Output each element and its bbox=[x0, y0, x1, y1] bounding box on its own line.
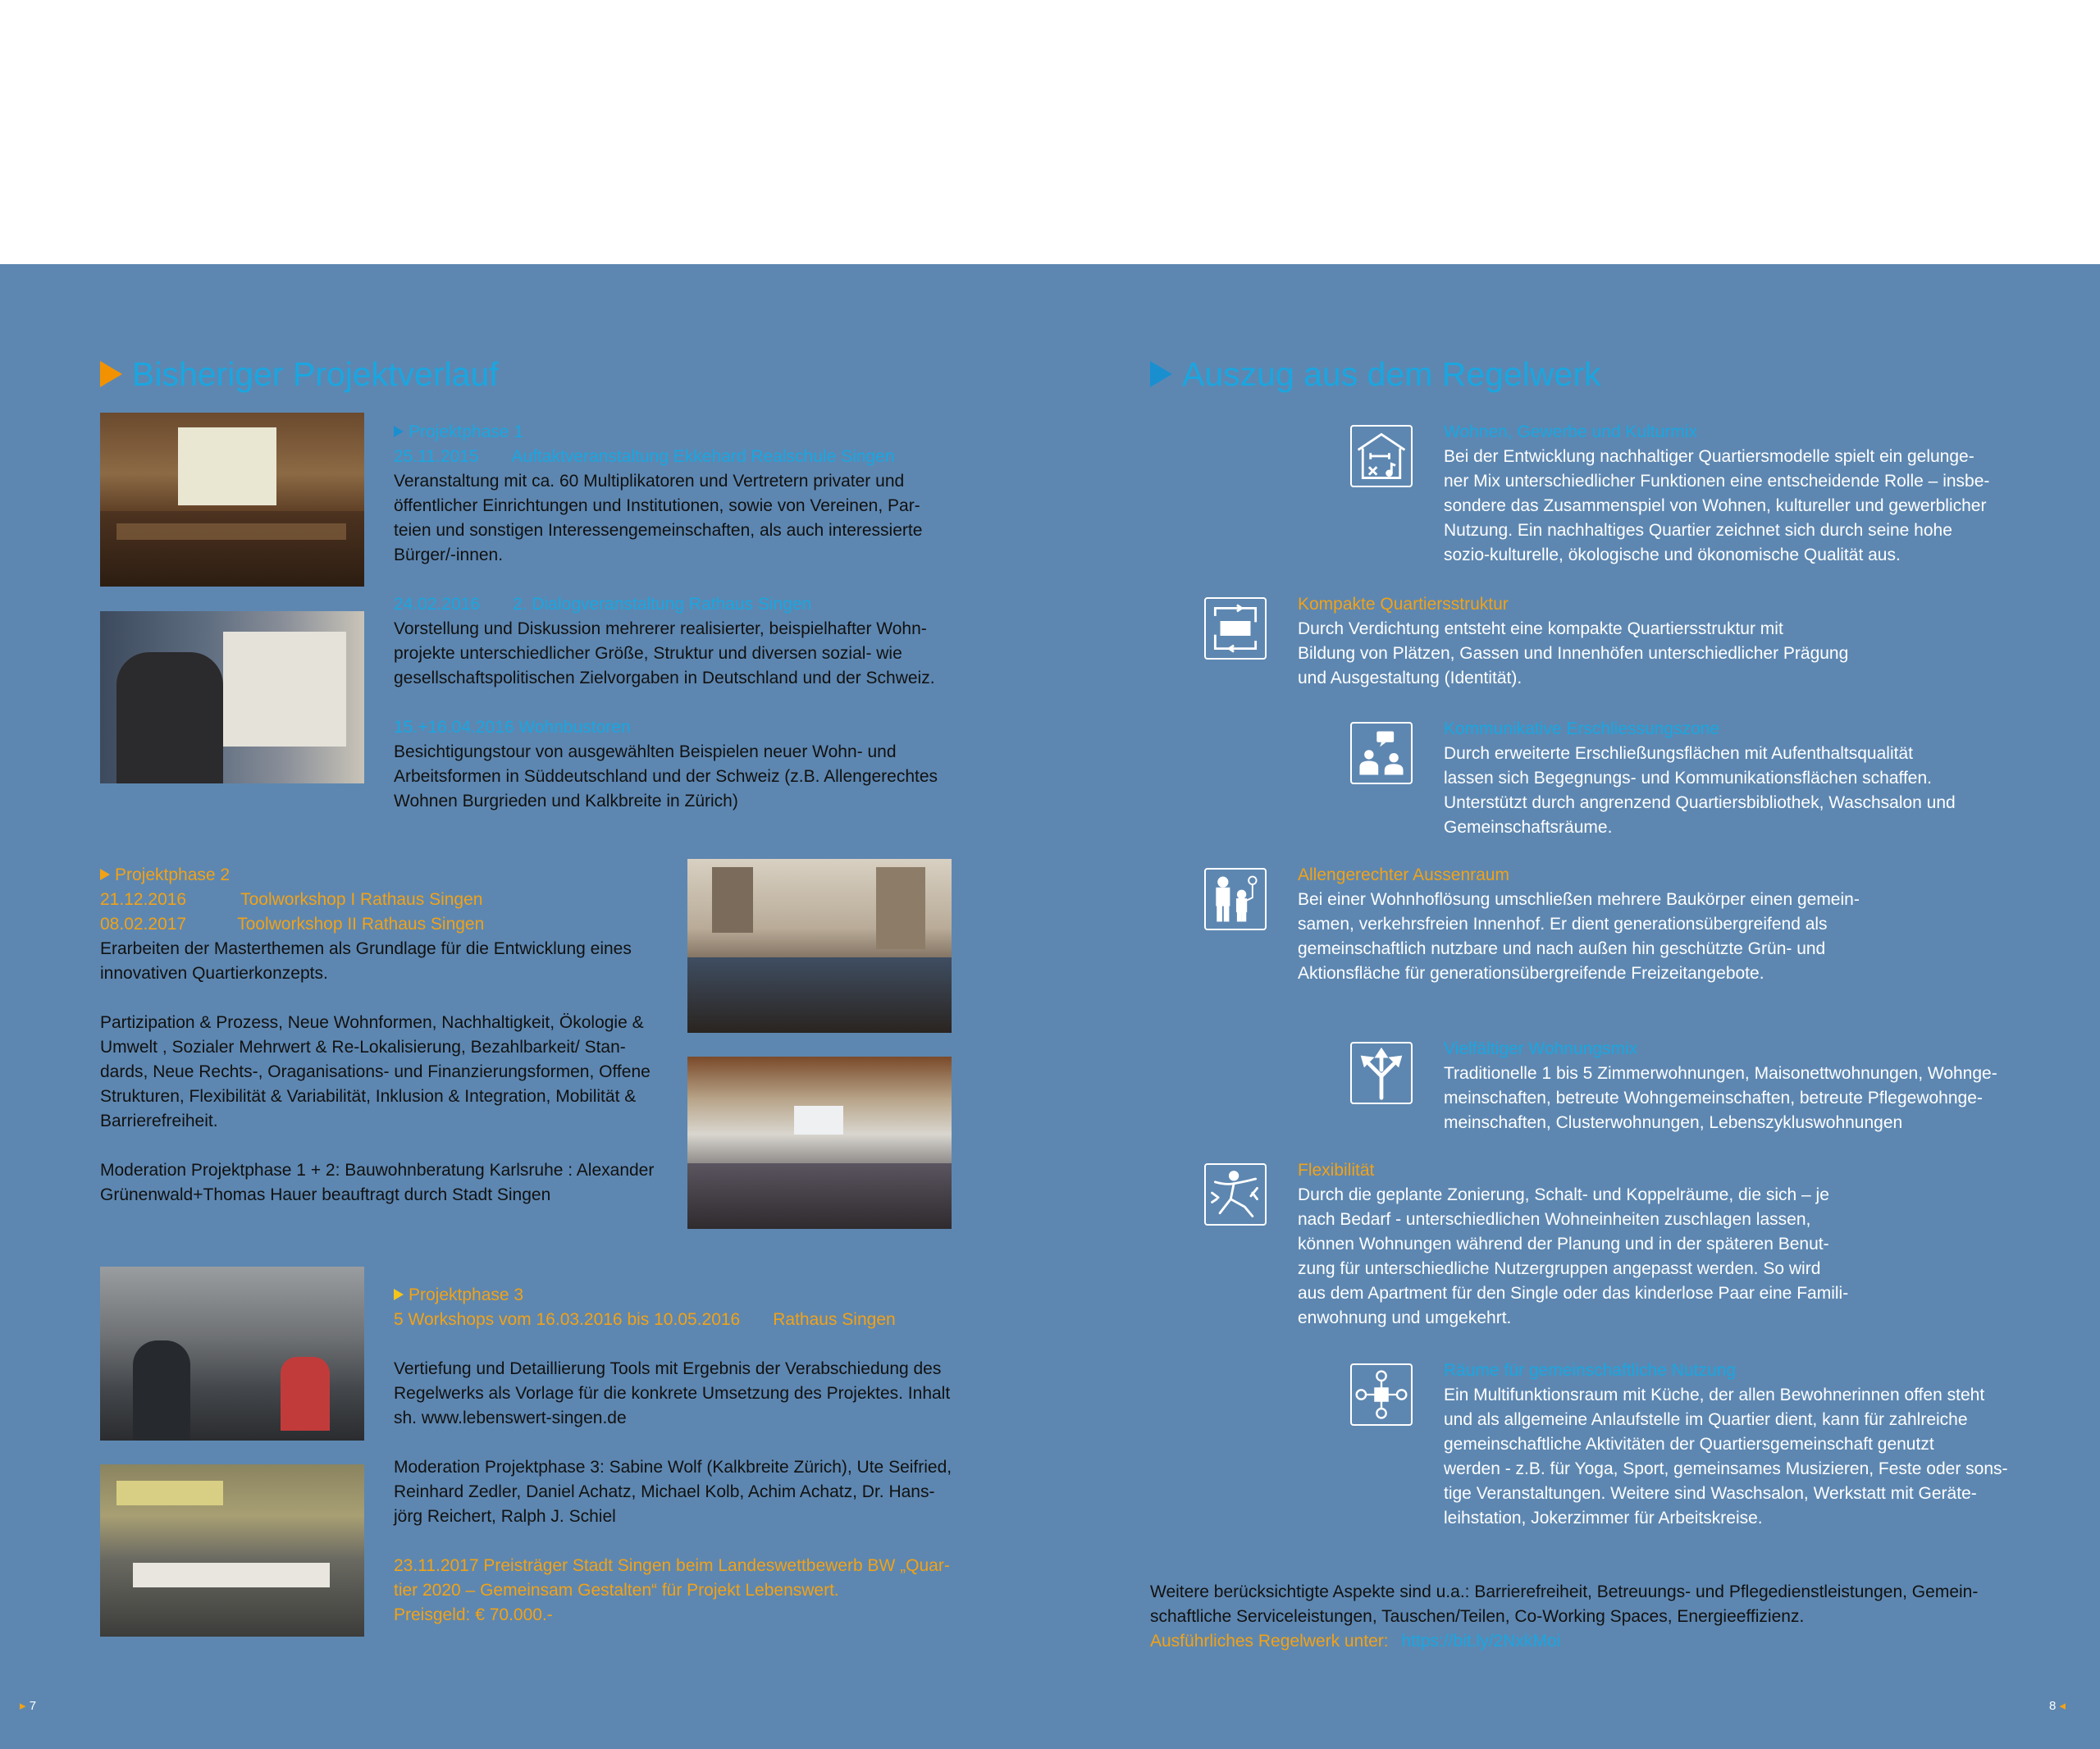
section-text-line: meinschaften, betreute Wohngemeinschaften, betreute Pflegewohnge- bbox=[1444, 1089, 1983, 1107]
phase3-text-line: sh. www.lebenswert-singen.de bbox=[394, 1409, 627, 1427]
section-text-line: Gemeinschaftsräume. bbox=[1444, 818, 1613, 837]
phase3-text-line: Regelwerks als Vorlage für die konkrete Umsetzung des Projektes. Inhalt bbox=[394, 1384, 951, 1403]
phase2-topics-line: Strukturen, Flexibilität & Variabilität, Inklusion & Integration, Mobilität & bbox=[100, 1087, 637, 1106]
photo-toolworkshop-1 bbox=[687, 859, 952, 1033]
phase1-event1-line: teien und sonstigen Interessengemeinschaften, als auch interessierte bbox=[394, 521, 923, 540]
section-text-line: Bei einer Wohnhoflösung umschließen mehrere Baukörper einen gemein- bbox=[1298, 890, 1860, 909]
footer-link-label: Ausführliches Regelwerk unter: bbox=[1150, 1632, 1389, 1651]
split-arrow-icon bbox=[1350, 1042, 1413, 1104]
footer-text-line: schaftliche Serviceleistungen, Tauschen/Teilen, Co-Working Spaces, Energieeffizienz. bbox=[1150, 1607, 1805, 1626]
phase2-intro-line: innovativen Quartierkonzepts. bbox=[100, 964, 328, 983]
section-text-line: Durch erweiterte Erschließungsflächen mit Aufenthaltsqualität bbox=[1444, 744, 1913, 763]
phase1-title: Projektphase 1 bbox=[394, 420, 523, 445]
section-text-line: Traditionelle 1 bis 5 Zimmerwohnungen, Maisonettwohnungen, Wohnge- bbox=[1444, 1064, 1997, 1083]
section-text-line: können Wohnungen während der Planung und in der späteren Benut- bbox=[1298, 1235, 1829, 1254]
shared-space-icon bbox=[1350, 1363, 1413, 1426]
section-text-line: und als allgemeine Anlaufstelle im Quartier dient, kann für zahlreiche bbox=[1444, 1410, 1968, 1429]
section-text-line: ner Mix unterschiedlicher Funktionen eine entscheidende Rolle – insbe- bbox=[1444, 472, 1990, 491]
phase3-moderation-line: jörg Reichert, Ralph J. Schiel bbox=[394, 1507, 616, 1526]
section-title: Vielfältiger Wohnungsmix bbox=[1444, 1039, 1638, 1058]
section-text-line: nach Bedarf - unterschiedlichen Wohneinheiten zuschlagen lassen, bbox=[1298, 1210, 1811, 1229]
left-page-heading: Bisheriger Projektverlauf bbox=[100, 354, 499, 394]
phase1-event3-line: Arbeitsformen in Süddeutschland und der Schweiz (z.B. Allengerechtes bbox=[394, 767, 938, 786]
section-text-line: werden - z.B. für Yoga, Sport, gemeinsames Musizieren, Feste oder sons- bbox=[1444, 1459, 2008, 1478]
section-title: Kommunikative Erschliessungszone bbox=[1444, 719, 1720, 738]
phase1-event3-line: Besichtigungstour von ausgewählten Beispielen neuer Wohn- und bbox=[394, 742, 897, 761]
phase3-title: Projektphase 3 bbox=[394, 1283, 523, 1308]
footer-link-row bbox=[1150, 1629, 1560, 1654]
house-mix-icon bbox=[1350, 425, 1413, 487]
right-page-heading: Auszug aus dem Regelwerk bbox=[1150, 354, 1600, 394]
phase3-moderation-line: Reinhard Zedler, Daniel Achatz, Michael Kolb, Achim Achatz, Dr. Hans- bbox=[394, 1482, 935, 1501]
family-icon bbox=[1204, 868, 1267, 930]
section-text-line: lassen sich Begegnungs- und Kommunikationsflächen schaffen. bbox=[1444, 769, 1932, 788]
footer-text-line: Weitere berücksichtigte Aspekte sind u.a.: Barrierefreiheit, Betreuungs- und Pflegedienstleistungen, Gemein- bbox=[1150, 1582, 1979, 1601]
section-text-line: Durch die geplante Zonierung, Schalt- und Koppelräume, die sich – je bbox=[1298, 1185, 1829, 1204]
page-number-left: ▸ 7 bbox=[20, 1699, 37, 1713]
phase2-event2-header: 08.02.2017 Toolworkshop II Rathaus Singen bbox=[100, 915, 485, 934]
section-text-line: Unterstützt durch angrenzend Quartiersbibliothek, Waschsalon und bbox=[1444, 793, 1956, 812]
phase-triangle-icon bbox=[100, 869, 110, 880]
phase1-event3-line: Wohnen Burgrieden und Kalkbreite in Zürich) bbox=[394, 792, 738, 811]
section-text-line: tige Veranstaltungen. Weitere sind Waschsalon, Werkstatt mit Geräte- bbox=[1444, 1484, 1977, 1503]
section-title: Flexibilität bbox=[1298, 1161, 1375, 1180]
phase1-event2-line: gesellschaftspolitischen Zielvorgaben in Deutschland und der Schweiz. bbox=[394, 669, 935, 687]
section-text-line: enwohnung und umgekehrt. bbox=[1298, 1308, 1512, 1327]
phase-triangle-icon bbox=[394, 1289, 404, 1300]
page-marker-icon: ▸ bbox=[20, 1699, 26, 1713]
heading-triangle-icon bbox=[1150, 361, 1172, 387]
section-text-line: und Ausgestaltung (Identität). bbox=[1298, 669, 1522, 687]
phase1-event2-header: 24.02.2016 2. Dialogveranstaltung Rathaus Singen bbox=[394, 595, 812, 614]
phase1-event1-line: öffentlicher Einrichtungen und Institutionen, sowie von Vereinen, Par- bbox=[394, 496, 920, 515]
section-text-line: meinschaften, Clusterwohnungen, Lebenszykluswohnungen bbox=[1444, 1113, 1903, 1132]
page-number-right: 8 ◂ bbox=[2049, 1699, 2066, 1713]
phase1-event3-header: 15.+16.04.2016 Wohnbustoren bbox=[394, 718, 631, 737]
section-text-line: zung für unterschiedliche Nutzergruppen angepasst werden. So wird bbox=[1298, 1259, 1821, 1278]
section-title: Allengerechter Aussenraum bbox=[1298, 865, 1509, 884]
phase3-dates: 5 Workshops vom 16.03.2016 bis 10.05.2016 Rathaus Singen bbox=[394, 1310, 896, 1329]
phase2-topics-line: Partizipation & Prozess, Neue Wohnformen, Nachhaltigkeit, Ökologie & bbox=[100, 1013, 644, 1032]
section-text-line: aus dem Apartment für den Single oder das kinderlose Paar eine Famili- bbox=[1298, 1284, 1849, 1303]
photo-auftaktveranstaltung bbox=[100, 413, 364, 587]
phase-triangle-icon bbox=[394, 426, 404, 437]
communication-icon bbox=[1350, 722, 1413, 784]
phase2-topics-line: Barrierefreiheit. bbox=[100, 1112, 218, 1130]
award-line: Preisgeld: € 70.000.- bbox=[394, 1605, 553, 1624]
section-title: Räume für gemeinschaftliche Nutzung bbox=[1444, 1361, 1737, 1380]
award-line: 23.11.2017 Preisträger Stadt Singen beim Landeswettbewerb BW „Quar- bbox=[394, 1556, 950, 1575]
phase3-text-line: Vertiefung und Detaillierung Tools mit Ergebnis der Verabschiedung des bbox=[394, 1359, 942, 1378]
section-text-line: Nutzung. Ein nachhaltiges Quartier zeichnet sich durch seine hohe bbox=[1444, 521, 1952, 540]
section-text-line: sozio-kulturelle, ökologische und ökonomische Qualität aus. bbox=[1444, 546, 1901, 564]
section-text-line: Bildung von Plätzen, Gassen und Innenhöfen unterschiedlicher Prägung bbox=[1298, 644, 1849, 663]
photo-dialogveranstaltung bbox=[100, 611, 364, 783]
phase2-event1-header: 21.12.2016 Toolworkshop I Rathaus Singen bbox=[100, 890, 483, 909]
heading-triangle-icon bbox=[100, 361, 122, 387]
section-title: Wohnen, Gewerbe und Kulturmix bbox=[1444, 422, 1697, 441]
phase1-event1-header: 25.11.2015 Auftaktveranstaltung Ekkehard Realschule Singen bbox=[394, 447, 895, 466]
section-text-line: gemeinschaftliche Aktivitäten der Quartiersgemeinschaft genutzt bbox=[1444, 1435, 1934, 1454]
section-text-line: Ein Multifunktionsraum mit Küche, der allen Bewohnerinnen offen steht bbox=[1444, 1386, 1985, 1404]
phase1-event2-line: projekte unterschiedlicher Größe, Struktur und diversen sozial- wie bbox=[394, 644, 902, 663]
section-text-line: leihstation, Jokerzimmer für Arbeitskreise. bbox=[1444, 1509, 1763, 1528]
section-text-line: sondere das Zusammenspiel von Wohnen, kultureller und gewerblicher bbox=[1444, 496, 1987, 515]
award-line: tier 2020 – Gemeinsam Gestalten“ für Projekt Lebenswert. bbox=[394, 1581, 839, 1600]
section-title: Kompakte Quartiersstruktur bbox=[1298, 595, 1509, 614]
section-text-line: Durch Verdichtung entsteht eine kompakte Quartiersstruktur mit bbox=[1298, 619, 1783, 638]
phase2-topics-line: dards, Neue Rechts-, Oraganisations- und Finanzierungsformen, Offene bbox=[100, 1062, 651, 1081]
section-text-line: Bei der Entwicklung nachhaltiger Quartiersmodelle spielt ein gelunge- bbox=[1444, 447, 1974, 466]
section-text-line: Aktionsfläche für generationsübergreifende Freizeitangebote. bbox=[1298, 964, 1764, 983]
phase2-title: Projektphase 2 bbox=[100, 863, 230, 888]
phase1-event1-line: Bürger/-innen. bbox=[394, 546, 504, 564]
flexibility-icon bbox=[1204, 1163, 1267, 1226]
photo-workshop-crowd bbox=[100, 1267, 364, 1441]
photo-toolworkshop-2 bbox=[687, 1057, 952, 1229]
phase2-moderation-line: Moderation Projektphase 1 + 2: Bauwohnberatung Karlsruhe : Alexander bbox=[100, 1161, 655, 1180]
phase2-intro-line: Erarbeiten der Masterthemen als Grundlage für die Entwicklung eines bbox=[100, 939, 632, 958]
photo-meeting-room bbox=[100, 1464, 364, 1637]
regelwerk-link[interactable]: https://bit.ly/2NxkMoi bbox=[1401, 1632, 1561, 1651]
phase1-event2-line: Vorstellung und Diskussion mehrerer realisierter, beispielhafter Wohn- bbox=[394, 619, 927, 638]
section-text-line: samen, verkehrsfreien Innenhof. Er dient generationsübergreifend als bbox=[1298, 915, 1828, 934]
compact-structure-icon bbox=[1204, 597, 1267, 660]
phase2-moderation-line: Grünenwald+Thomas Hauer beauftragt durch Stadt Singen bbox=[100, 1185, 551, 1204]
phase3-moderation-line: Moderation Projektphase 3: Sabine Wolf (Kalkbreite Zürich), Ute Seifried, bbox=[394, 1458, 952, 1477]
brochure-spread bbox=[0, 264, 2100, 1749]
phase1-event1-line: Veranstaltung mit ca. 60 Multiplikatoren und Vertretern privater und bbox=[394, 472, 905, 491]
phase2-topics-line: Umwelt , Sozialer Mehrwert & Re-Lokalisierung, Bezahlbarkeit/ Stan- bbox=[100, 1038, 626, 1057]
section-text-line: gemeinschaftlich nutzbare und nach außen hin geschützte Grün- und bbox=[1298, 939, 1826, 958]
page-marker-icon: ◂ bbox=[2059, 1699, 2066, 1713]
